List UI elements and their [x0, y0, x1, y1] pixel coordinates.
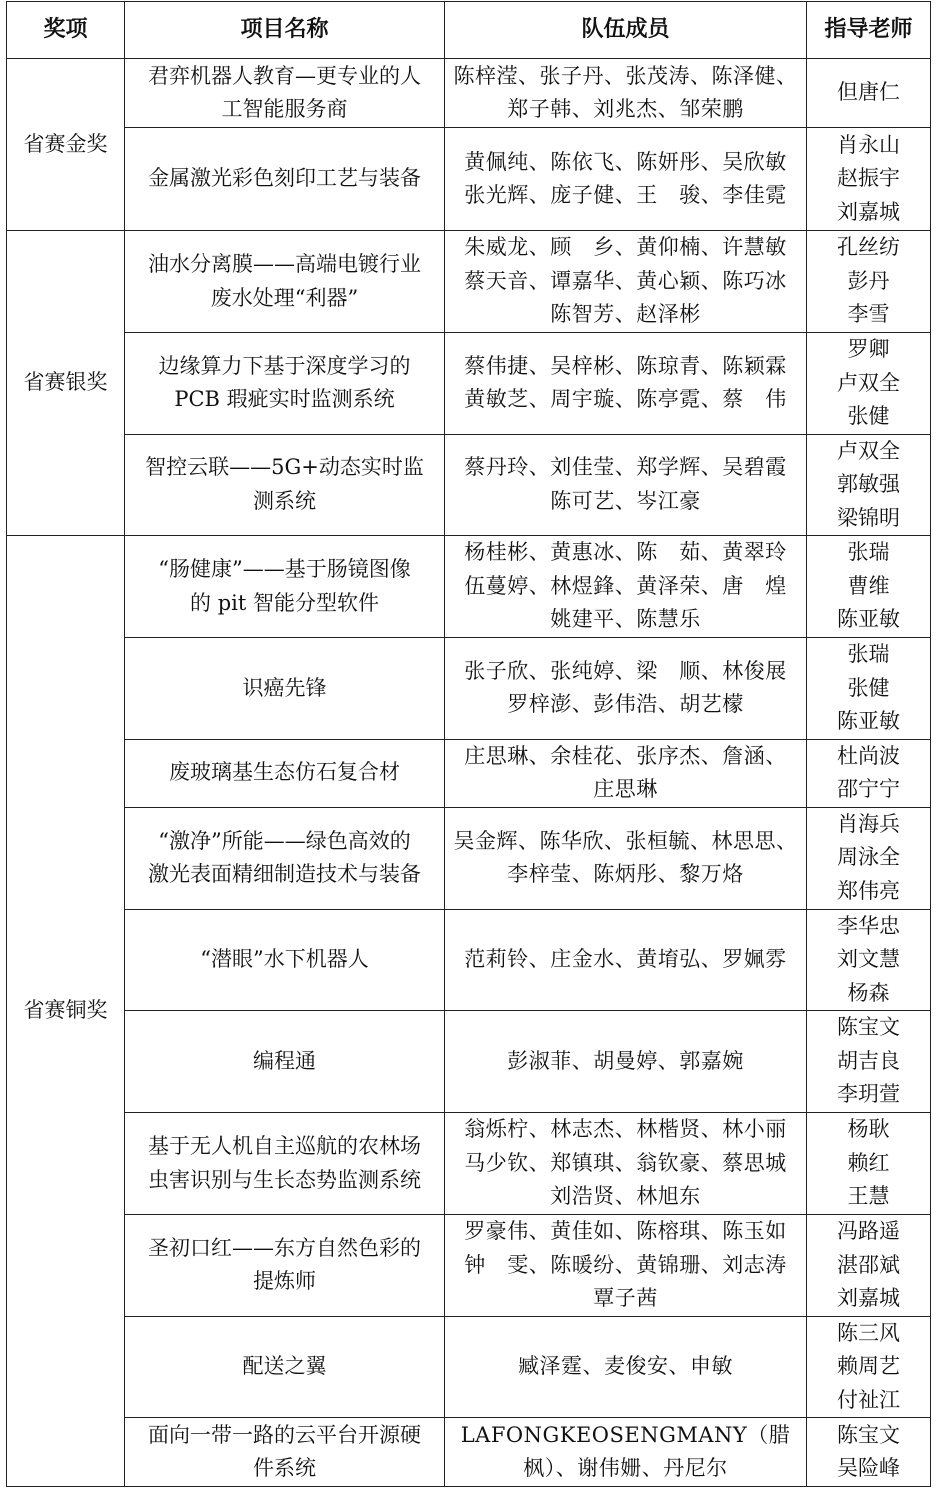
table-row	[7, 536, 931, 638]
advisor-name: 王慧	[847, 1184, 890, 1209]
team-members-line: 刘浩贤、林旭东	[550, 1184, 701, 1209]
advisor-cell	[807, 909, 931, 1011]
project-name-cell	[125, 739, 445, 807]
team-members-line: 姚建平、陈慧乐	[550, 607, 701, 632]
project-name-cell	[125, 333, 445, 435]
project-name-line: 面向一带一路的云平台开源硬	[148, 1422, 421, 1447]
advisor-name: 卢双全	[837, 438, 900, 463]
advisor-name: 付祉江	[837, 1387, 900, 1412]
advisor-cell	[807, 638, 931, 740]
team-members-line: LAFONGKEOSENGMANY（腊	[460, 1422, 791, 1447]
team-members-line: 蔡天音、谭嘉华、黄心颖、陈巧冰	[464, 268, 787, 293]
team-members-cell	[445, 909, 807, 1011]
project-name-line: 废水处理“利器”	[210, 285, 359, 310]
project-name-cell	[125, 1113, 445, 1215]
table-row	[7, 909, 931, 1011]
advisor-name: 赖周艺	[837, 1354, 900, 1378]
project-name-cell	[125, 536, 445, 638]
advisor-name: 邵宁宁	[837, 777, 900, 801]
team-members-line: 朱威龙、顾 乡、黄仰楠、许慧敏	[464, 235, 787, 260]
header-advisor: 指导老师	[807, 2, 931, 59]
team-members-line: 钟 雯、陈暖纷、黄锦珊、刘志涛	[464, 1252, 787, 1277]
project-name-line: PCB 瑕疵实时监测系统	[174, 387, 395, 412]
advisor-cell	[807, 1316, 931, 1418]
awards-table	[6, 1, 931, 1487]
table-row	[7, 1418, 931, 1487]
table-row	[7, 333, 931, 435]
project-name-cell	[125, 434, 445, 536]
advisor-name: 吴险峰	[837, 1456, 900, 1480]
advisor-name: 张健	[847, 675, 890, 700]
table-row	[7, 59, 931, 128]
advisor-cell	[807, 59, 931, 128]
team-members-line: 黄敏芝、周宇璇、陈亭霓、蔡 伟	[464, 387, 787, 412]
team-members-line: 陈智芳、赵泽彬	[550, 302, 701, 327]
team-members-line: 范莉铃、庄金水、黄堉弘、罗姵雰	[464, 947, 787, 971]
team-members-cell	[445, 1418, 807, 1487]
advisor-name: 肖永山	[837, 132, 900, 157]
advisor-name: 曹维	[847, 573, 890, 598]
team-members-cell	[445, 1316, 807, 1418]
team-members-line: 翁烁柠、林志杰、林楷贤、林小丽	[464, 1117, 787, 1142]
table-header-row	[7, 2, 931, 59]
advisor-name: 赖红	[847, 1150, 890, 1175]
team-members-cell	[445, 1113, 807, 1215]
team-members-cell	[445, 434, 807, 536]
team-members-line: 杨桂彬、黄惠冰、陈 茹、黄翠玲	[464, 540, 787, 565]
team-members-line: 李梓莹、陈炳彤、黎万烙	[507, 862, 744, 886]
advisor-name: 杨耿	[847, 1117, 890, 1142]
advisor-name: 赵振宇	[837, 166, 900, 191]
advisor-name: 杨森	[847, 980, 890, 1005]
advisor-cell	[807, 1113, 931, 1215]
advisor-cell	[807, 1418, 931, 1487]
advisor-cell	[807, 231, 931, 333]
table-row	[7, 807, 931, 909]
team-members-cell	[445, 59, 807, 128]
team-members-line: 马少钦、郑镇琪、翁钦豪、蔡思城	[464, 1150, 787, 1175]
project-name-cell	[125, 909, 445, 1011]
advisor-name: 李雪	[847, 302, 890, 327]
project-name-cell	[125, 1215, 445, 1317]
advisor-name: 郭敏强	[837, 472, 900, 496]
project-name-line: 圣初口红——东方自然色彩的	[148, 1235, 421, 1260]
project-name-line: 提炼师	[253, 1269, 316, 1294]
team-members-cell	[445, 128, 807, 231]
project-name-line: 编程通	[253, 1048, 316, 1073]
advisor-name: 刘嘉城	[837, 199, 900, 224]
team-members-line: 黄佩纯、陈依飞、陈妍彤、吴欣敏	[464, 149, 787, 174]
project-name-line: 测系统	[253, 488, 316, 513]
advisor-cell	[807, 1215, 931, 1317]
advisor-cell	[807, 807, 931, 909]
team-members-line: 罗豪伟、黄佳如、陈榕琪、陈玉如	[464, 1219, 787, 1243]
advisor-name: 郑伟亮	[837, 878, 900, 903]
advisor-name: 李华忠	[837, 913, 900, 938]
table-row	[7, 1316, 931, 1418]
advisor-name: 梁锦明	[837, 505, 900, 530]
project-name-line: 基于无人机自主巡航的农林场	[148, 1134, 421, 1158]
award-level-cell: 省赛金奖	[7, 59, 125, 231]
advisor-name: 陈三风	[837, 1320, 900, 1345]
advisor-cell	[807, 333, 931, 435]
team-members-cell	[445, 807, 807, 909]
advisor-name: 李玥萱	[837, 1082, 900, 1107]
advisor-name: 孔丝纺	[837, 235, 900, 260]
advisor-name: 彭丹	[847, 268, 890, 293]
project-name-line: 君弈机器人教育—更专业的人	[148, 63, 421, 88]
team-members-line: 张子欣、张纯婷、梁 顺、林俊展	[464, 658, 787, 683]
team-members-line: 庄思琳、余桂花、张序杰、詹涵、	[464, 743, 787, 768]
team-members-cell	[445, 638, 807, 740]
team-members-line: 陈可艺、岑江豪	[550, 488, 701, 513]
team-members-line: 伍蔓婷、林煜鋒、黄泽荣、唐 煌	[464, 573, 787, 598]
header-project-name: 项目名称	[125, 2, 445, 59]
team-members-line: 蔡丹玲、刘佳莹、郑学辉、吴碧霞	[464, 455, 787, 480]
team-members-line: 郑子韩、刘兆杰、邹荣鹏	[507, 97, 744, 121]
advisor-name: 杜尚波	[837, 743, 900, 768]
advisor-cell	[807, 1011, 931, 1113]
project-name-line: “激净”所能——绿色高效的	[158, 828, 411, 853]
advisor-name: 张瑞	[847, 642, 890, 666]
advisor-cell	[807, 536, 931, 638]
advisor-name: 冯路遥	[837, 1219, 900, 1243]
project-name-cell	[125, 638, 445, 740]
award-level-cell: 省赛铜奖	[7, 536, 125, 1487]
team-members-line: 覃子茜	[593, 1286, 658, 1310]
table-row	[7, 1215, 931, 1317]
project-name-line: 的 pit 智能分型软件	[190, 590, 379, 615]
table-row	[7, 231, 931, 333]
advisor-name: 陈亚敏	[837, 709, 900, 733]
project-name-cell	[125, 1011, 445, 1113]
project-name-line: 配送之翼	[242, 1354, 327, 1378]
team-members-cell	[445, 536, 807, 638]
advisor-cell	[807, 739, 931, 807]
team-members-cell	[445, 1215, 807, 1317]
award-level-cell: 省赛银奖	[7, 231, 125, 536]
table-body	[7, 59, 931, 1487]
advisor-name: 陈亚敏	[837, 607, 900, 632]
project-name-line: “肠健康”——基于肠镜图像	[158, 557, 411, 581]
team-members-line: 臧泽霆、麦俊安、申敏	[518, 1354, 733, 1378]
team-members-line: 张光辉、庞子健、王 骏、李佳霓	[464, 183, 787, 207]
table-row	[7, 1011, 931, 1113]
team-members-line: 吴金辉、陈华欣、张桓毓、林思思、	[453, 828, 798, 853]
advisor-name: 陈宝文	[837, 1422, 900, 1447]
table-row	[7, 739, 931, 807]
project-name-cell	[125, 231, 445, 333]
team-members-line: 枫）、谢伟姗、丹尼尔	[523, 1456, 728, 1480]
advisor-name: 周泳全	[837, 845, 900, 870]
project-name-line: 智控云联——5G+动态实时监	[145, 455, 424, 480]
table-row	[7, 638, 931, 740]
advisor-name: 张健	[847, 404, 890, 428]
team-members-cell	[445, 739, 807, 807]
table-row	[7, 1113, 931, 1215]
advisor-name: 卢双全	[837, 370, 900, 395]
project-name-cell	[125, 1316, 445, 1418]
advisor-name: 陈宝文	[837, 1015, 900, 1040]
project-name-cell	[125, 807, 445, 909]
project-name-cell	[125, 1418, 445, 1487]
team-members-cell	[445, 333, 807, 435]
advisor-cell	[807, 434, 931, 536]
project-name-line: 虫害识别与生长态势监测系统	[148, 1167, 421, 1192]
project-name-line: 油水分离膜——高端电镀行业	[148, 252, 421, 276]
advisor-name: 胡吉良	[837, 1048, 900, 1073]
advisor-name: 刘嘉城	[837, 1286, 900, 1310]
project-name-line: 边缘算力下基于深度学习的	[158, 353, 411, 378]
header-award: 奖项	[7, 2, 125, 59]
table-row	[7, 128, 931, 231]
team-members-cell	[445, 1011, 807, 1113]
advisor-name: 张瑞	[847, 540, 890, 565]
table-row	[7, 434, 931, 536]
team-members-line: 彭淑菲、胡曼婷、郭嘉婉	[507, 1048, 744, 1073]
project-name-line: 激光表面精细制造技术与装备	[148, 862, 421, 886]
project-name-cell	[125, 59, 445, 128]
team-members-cell	[445, 231, 807, 333]
team-members-line: 蔡伟捷、吴梓彬、陈琼青、陈颖霖	[464, 353, 787, 378]
advisor-cell	[807, 128, 931, 231]
project-name-line: 件系统	[253, 1456, 316, 1480]
advisor-name: 刘文慧	[837, 947, 900, 971]
team-members-line: 陈梓滢、张子丹、张茂涛、陈泽健、	[453, 63, 798, 88]
project-name-line: 识癌先锋	[242, 675, 327, 700]
project-name-line: 金属激光彩色刻印工艺与装备	[148, 166, 421, 191]
header-team-members: 队伍成员	[445, 2, 807, 59]
project-name-cell	[125, 128, 445, 231]
project-name-line: “潜眼”水下机器人	[200, 947, 369, 971]
project-name-line: 废玻璃基生态仿石复合材	[169, 760, 400, 785]
advisor-name: 但唐仁	[837, 80, 900, 105]
advisor-name: 罗卿	[847, 337, 890, 361]
team-members-line: 庄思琳	[593, 777, 658, 801]
advisor-name: 湛邵斌	[837, 1252, 900, 1277]
team-members-line: 罗梓澎、彭伟浩、胡艺檬	[507, 692, 744, 717]
advisor-name: 肖海兵	[837, 811, 900, 836]
project-name-line: 工智能服务商	[221, 97, 348, 121]
